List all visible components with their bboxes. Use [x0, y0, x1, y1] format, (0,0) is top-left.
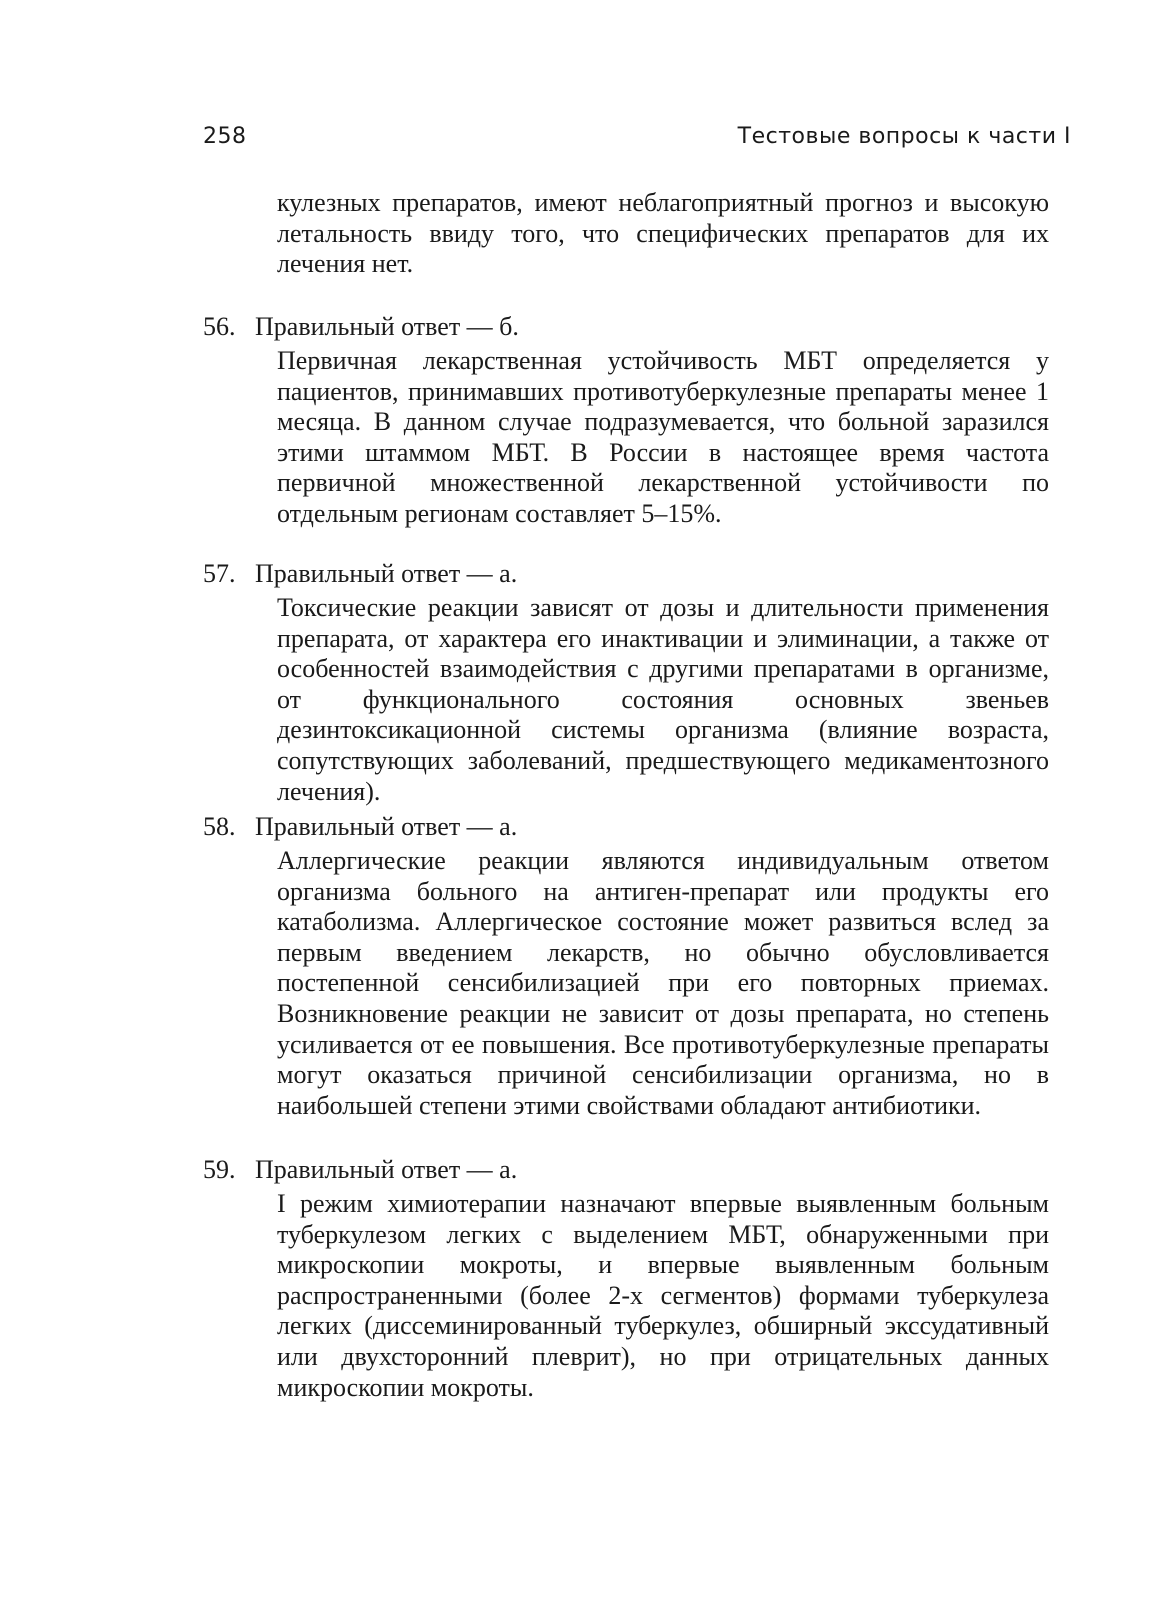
answer-56: [203, 312, 1049, 530]
answer-label: Правильный ответ — а.: [255, 1155, 518, 1184]
answer-label: Правильный ответ — а.: [255, 812, 518, 841]
answer-heading: [203, 1155, 1049, 1185]
answer-number: 58.: [203, 812, 236, 841]
answer-heading: [203, 812, 1049, 842]
answer-heading: [203, 559, 1049, 589]
answer-58: [203, 812, 1049, 1121]
answer-label: Правильный ответ — а.: [255, 559, 518, 588]
running-head: [203, 124, 1071, 156]
answer-number: 56.: [203, 312, 236, 341]
continuation-paragraph: кулезных препаратов, имеют неблагоприятный прогноз и высокую летальность ввиду того, что специфических препаратов для их лечения нет.: [277, 188, 1049, 279]
answer-explanation: Первичная лекарственная устойчивость МБТ определяется у пациентов, принимавших противотуберкулезные препараты менее 1 месяца. В данном случае подразумевается, что больной заразился этими штаммом МБТ. В России в настоящее время частота первичной множественной лекарственной устойчивости по отдельным регионам составляет 5–15%.: [277, 346, 1049, 528]
answer-number: 59.: [203, 1155, 236, 1184]
answer-explanation: Токсические реакции зависят от дозы и длительности применения препарата, от характера его инактивации и элиминации, а также от особенностей взаимодействия с другими препаратами в организме, от функционального состояния основных звеньев дезинтоксикационной системы организма (влияние возраста, сопутствующих заболеваний, предшествующего медикаментозного лечения).: [277, 593, 1049, 806]
answer-heading: [203, 312, 1049, 342]
answer-59: [203, 1155, 1049, 1403]
section-title: Тестовые вопросы к части I: [737, 124, 1071, 149]
answer-label: Правильный ответ — б.: [255, 312, 519, 341]
page-number: 258: [203, 124, 247, 149]
answer-number: 57.: [203, 559, 236, 588]
answer-57: [203, 559, 1049, 807]
answer-explanation: I режим химиотерапии назначают впервые выявленным больным туберкулезом легких с выделением МБТ, обнаруженными при микроскопии мокроты, и впервые выявленным больным распространенными (более 2-х сегментов) формами туберкулеза легких (диссеминированный туберкулез, обширный экссудативный или двухсторонний плеврит), но при отрицательных данных микроскопии мокроты.: [277, 1189, 1049, 1402]
answer-explanation: Аллергические реакции являются индивидуальным ответом организма больного на антиген-препарат или продукты его катаболизма. Аллергическое состояние может развиться вслед за первым введением лекарств, но обычно обусловливается постепенной сенсибилизацией при его повторных приемах. Возникновение реакции не зависит от дозы препарата, но степень усиливается от ее повышения. Все противотуберкулезные препараты могут оказаться причиной сенсибилизации организма, но в наибольшей степени этими свойствами обладают антибиотики.: [277, 846, 1049, 1120]
